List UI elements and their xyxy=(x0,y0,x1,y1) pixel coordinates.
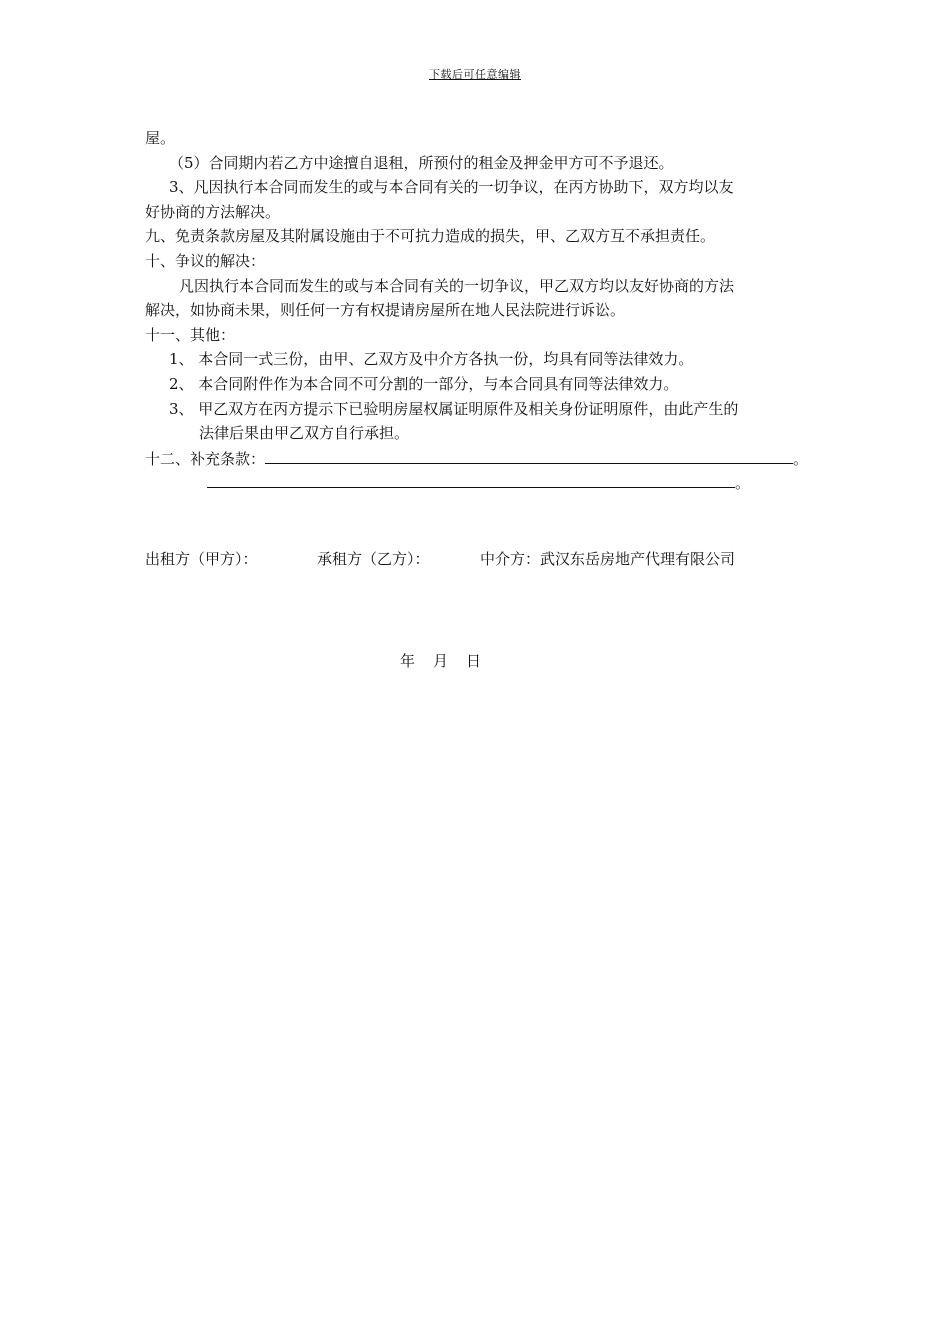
lessee-label: 承租方（乙方）： xyxy=(317,550,430,568)
section-12-supplement xyxy=(145,446,815,471)
lessor-label: 出租方（甲方）： xyxy=(145,550,258,568)
supplement-end-mark: 。 xyxy=(793,449,809,468)
supplement-blank-line[interactable] xyxy=(265,446,793,464)
section-10-heading: 十、争议的解决： xyxy=(145,251,266,270)
other-item-3-continued: 法律后果由甲乙双方自行承担。 xyxy=(199,424,410,443)
date-year: 年 xyxy=(400,652,416,670)
section-9-heading: 九、免责条款房屋及其附属设施由于不可抗力造成的损失，甲、乙双方互不承担责任。 xyxy=(145,227,716,246)
supplement-blank-line[interactable] xyxy=(207,470,735,488)
date-row xyxy=(400,650,499,671)
contract-body xyxy=(145,126,815,495)
other-item-2: 2、 本合同附件作为本合同不可分割的一部分，与本合同具有同等法律效力。 xyxy=(169,374,679,393)
supplement-end-mark: 。 xyxy=(735,474,751,493)
paragraph-line: 屋。 xyxy=(145,129,176,147)
other-item-1: 1、 本合同一式三份，由甲、乙双方及中介方各执一份，均具有同等法律效力。 xyxy=(169,350,694,369)
signature-row xyxy=(145,548,735,569)
agent-label: 中介方：武汉东岳房地产代理有限公司 xyxy=(480,550,736,568)
paragraph-line: 解决，如协商未果，则任何一方有权提请房屋所在地人民法院进行诉讼。 xyxy=(145,301,626,320)
section-11-heading: 十一、其他： xyxy=(145,325,236,344)
date-day: 日 xyxy=(466,652,482,670)
clause-refund: （5）合同期内若乙方中途擅自退租，所预付的租金及押金甲方可不予退还。 xyxy=(169,153,674,172)
supplement-label: 十二、补充条款： xyxy=(145,449,266,468)
paragraph-line: 好协商的方法解决。 xyxy=(145,202,281,221)
clause-dispute-3: 3、凡因执行本合同而发生的或与本合同有关的一切争议，在丙方协助下，双方均以友 xyxy=(169,178,734,197)
dispute-text: 凡因执行本合同而发生的或与本合同有关的一切争议，甲乙双方均以友好协商的方法 xyxy=(179,276,735,295)
page-header: 下载后可任意编辑 xyxy=(429,68,521,81)
other-item-3: 3、 甲乙双方在丙方提示下已验明房屋权属证明原件及相关身份证明原件，由此产生的 xyxy=(169,399,739,418)
date-month: 月 xyxy=(433,652,449,670)
supplement-second-line xyxy=(145,470,815,495)
